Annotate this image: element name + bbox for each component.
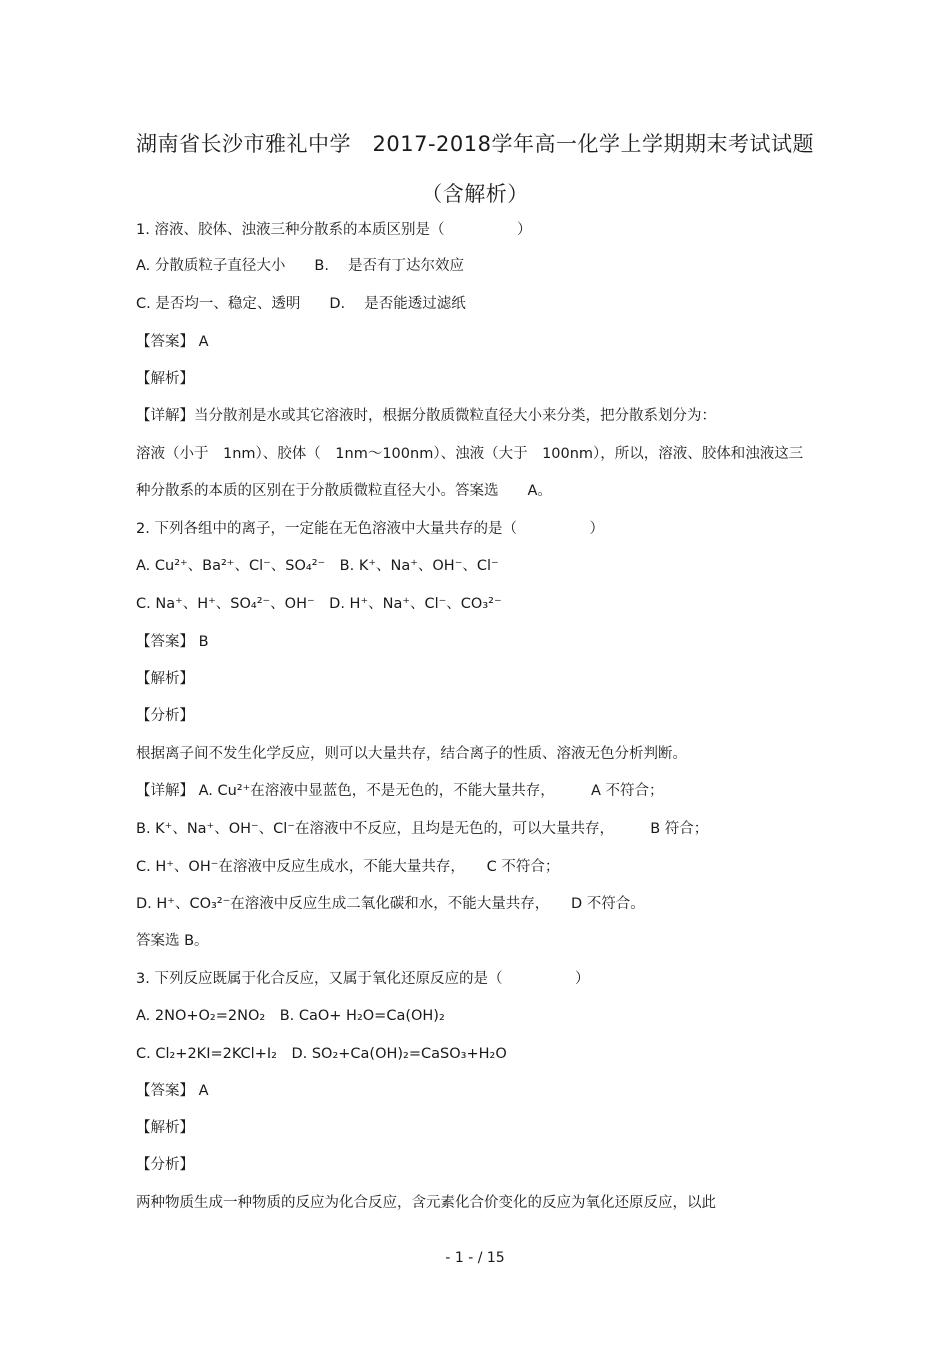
text-line: 3. 下列反应既属于化合反应，又属于氧化还原反应的是（ ） <box>136 971 590 987</box>
document-title: 湖南省长沙市雅礼中学 2017-2018学年高一化学上学期期末考试试题 <box>136 132 814 156</box>
document-subtitle: （含解析） <box>421 182 529 206</box>
text-line: 【解析】 <box>136 671 194 687</box>
text-line: 溶液（小于 1nm）、胶体（ 1nm～100nm）、浊液（大于 100nm），所以，溶液、胶体和浊液这三 <box>136 446 804 462</box>
text-line: C. 是否均一、稳定、透明 D. 是否能透过滤纸 <box>136 296 466 312</box>
text-line: 【答案】 A <box>136 334 209 350</box>
text-line: 1. 溶液、胶体、浊液三种分散系的本质区别是（ ） <box>136 222 532 238</box>
text-line: 【详解】 A. Cu²⁺在溶液中显蓝色，不是无色的，不能大量共存， A 不符合； <box>136 783 664 799</box>
text-line: 答案选 B。 <box>136 933 209 949</box>
text-line: 根据离子间不发生化学反应，则可以大量共存，结合离子的性质、溶液无色分析判断。 <box>136 746 687 762</box>
text-line: 【分析】 <box>136 708 194 724</box>
text-line: C. H⁺、OH⁻在溶液中反应生成水，不能大量共存， C 不符合； <box>136 859 560 875</box>
text-line: 【解析】 <box>136 371 194 387</box>
page-number: - 1 - / 15 <box>445 1250 505 1266</box>
text-line: A. 分散质粒子直径大小 B. 是否有丁达尔效应 <box>136 258 465 274</box>
text-line: 【详解】当分散剂是水或其它溶液时，根据分散质微粒直径大小来分类，把分散系划分为： <box>136 408 716 424</box>
text-line: D. H⁺、CO₃²⁻在溶液中反应生成二氧化碳和水，不能大量共存， D 不符合。 <box>136 896 645 912</box>
text-line: 【分析】 <box>136 1157 194 1173</box>
text-line: 种分散系的本质的区别在于分散质微粒直径大小。答案选 A。 <box>136 483 552 499</box>
text-line: 【答案】 B <box>136 634 209 650</box>
text-line: 两种物质生成一种物质的反应为化合反应，含元素化合价变化的反应为氧化还原反应，以此 <box>136 1195 716 1211</box>
text-line: B. K⁺、Na⁺、OH⁻、Cl⁻在溶液中不反应，且均是无色的，可以大量共存， B 符合； <box>136 821 709 837</box>
text-line: C. Cl₂+2KI=2KCl+I₂ D. SO₂+Ca(OH)₂=CaSO₃+H₂O <box>136 1046 507 1062</box>
text-line: 【答案】 A <box>136 1083 209 1099</box>
text-line: 2. 下列各组中的离子，一定能在无色溶液中大量共存的是（ ） <box>136 521 604 537</box>
text-line: C. Na⁺、H⁺、SO₄²⁻、OH⁻ D. H⁺、Na⁺、Cl⁻、CO₃²⁻ <box>136 596 502 612</box>
text-line: A. Cu²⁺、Ba²⁺、Cl⁻、SO₄²⁻ B. K⁺、Na⁺、OH⁻、Cl⁻ <box>136 558 499 574</box>
text-line: A. 2NO+O₂=2NO₂ B. CaO+ H₂O=Ca(OH)₂ <box>136 1008 445 1024</box>
text-line: 【解析】 <box>136 1120 194 1136</box>
